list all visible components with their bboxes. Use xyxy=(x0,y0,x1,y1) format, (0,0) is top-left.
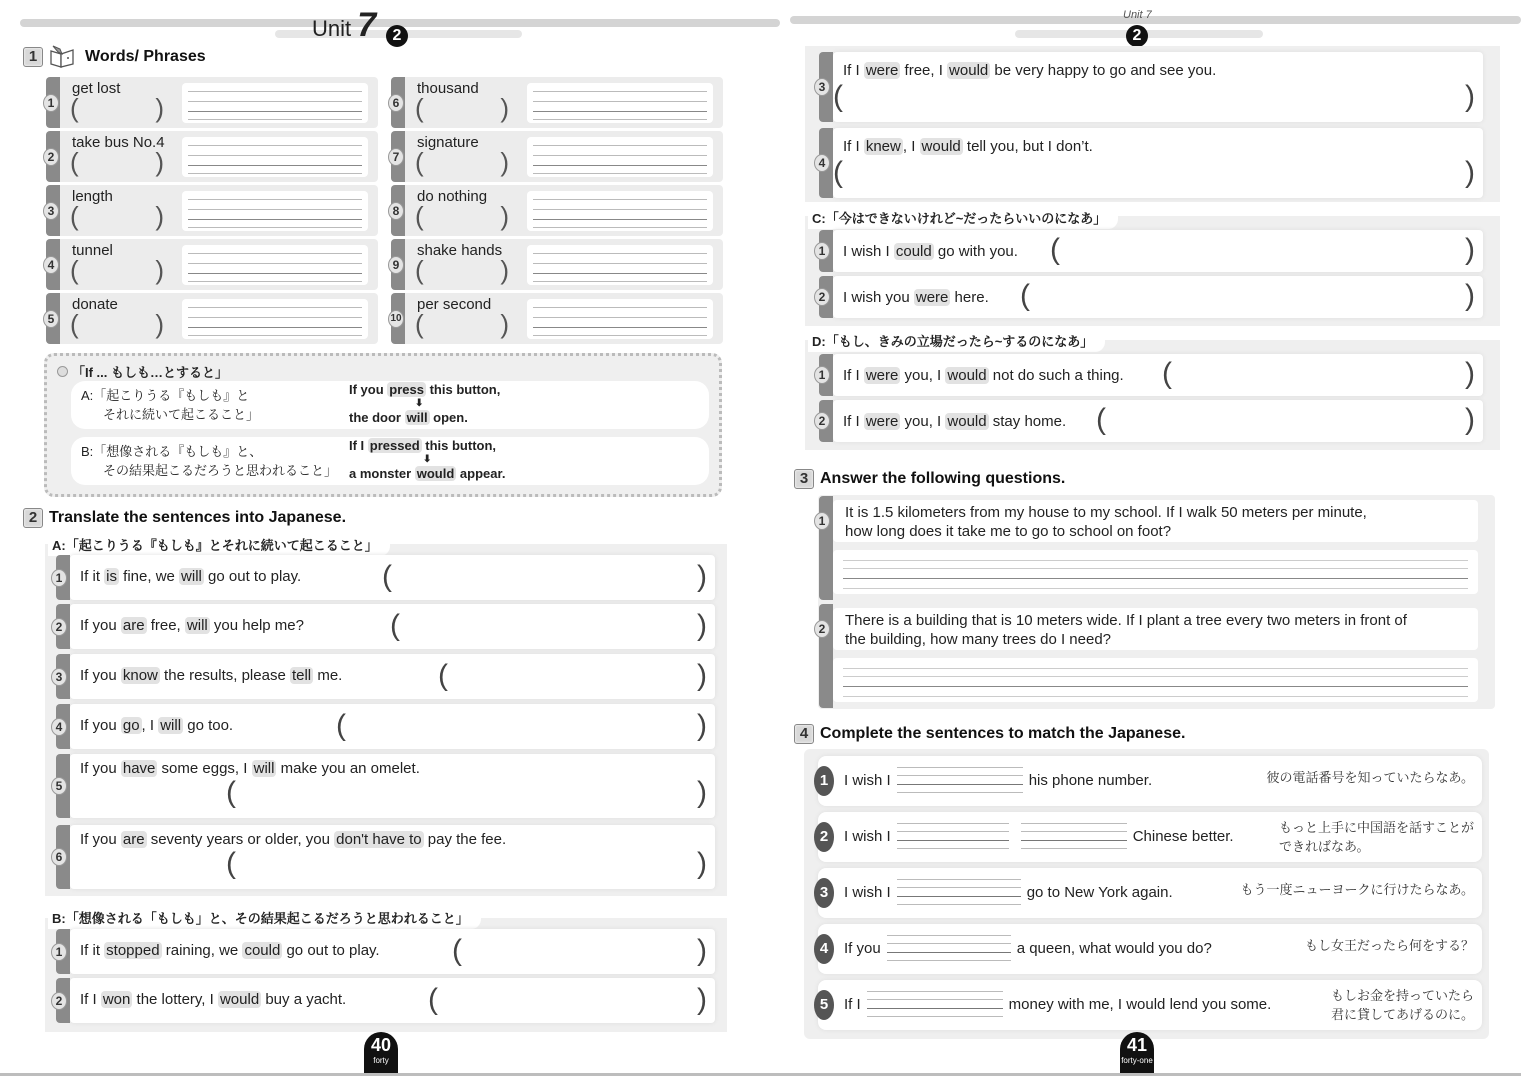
item-number-badge: 9 xyxy=(388,256,404,274)
item-number-badge: 2 xyxy=(814,412,830,430)
sentence-row xyxy=(818,128,1483,198)
highlighted-word: could xyxy=(244,942,281,959)
word-card xyxy=(391,239,723,290)
item-number-badge: 3 xyxy=(814,878,834,908)
question-text: It is 1.5 kilometers from my house to my school. If I walk 50 meters per minute, how long does it take me to go to school on foot? xyxy=(833,500,1478,542)
paren-open: ( xyxy=(415,201,424,231)
completion-sentence xyxy=(844,769,1152,791)
translation-answer-field[interactable] xyxy=(226,778,707,810)
paren-close: ) xyxy=(155,147,164,177)
sentence-start: I wish I xyxy=(844,827,891,845)
translation-answer-field[interactable] xyxy=(833,158,1475,190)
grammar-b-example: If I pressed this button, ⬇ a monster would appear. xyxy=(349,438,506,481)
sentence-text: If it is fine, we will go out to play. xyxy=(80,568,302,585)
highlighted-word: would xyxy=(219,991,260,1008)
sentence-row xyxy=(818,354,1483,396)
highlighted-word: are xyxy=(122,617,145,634)
item-number-badge: 1 xyxy=(814,366,830,384)
sentence-end: money with me, I would lend you some. xyxy=(1008,995,1272,1013)
paren-open: ( xyxy=(1050,233,1060,266)
japanese-hint: 彼の電話番号を知っていたらなあ。 xyxy=(1266,770,1474,785)
paren-close: ) xyxy=(697,983,707,1016)
sentence-text: If you have some eggs, I will make you an omelet. xyxy=(80,760,420,777)
item-number-badge: 3 xyxy=(814,78,830,96)
sentence-row xyxy=(818,276,1483,318)
word-card xyxy=(391,131,723,182)
japanese-hint: もしお金を持っていたら 君に貸してあげるのに。 xyxy=(1330,988,1474,1022)
word-card xyxy=(391,185,723,236)
meaning-answer-lines[interactable] xyxy=(527,137,713,177)
sentence-row xyxy=(55,654,715,699)
meaning-answer-lines[interactable] xyxy=(527,191,713,231)
paren-open: ( xyxy=(415,93,424,123)
translation-answer-field[interactable] xyxy=(438,661,707,693)
part-badge-right: 2 xyxy=(1126,25,1148,47)
item-number-badge: 6 xyxy=(51,848,67,866)
section-number: 4 xyxy=(794,724,814,744)
highlighted-word: don't have to xyxy=(336,831,422,848)
word-text: tunnel xyxy=(72,242,113,259)
paren-open: ( xyxy=(70,147,79,177)
sentence-row xyxy=(55,555,715,600)
grammar-b-label: B:「想像される『もしも』と、 その結果起こるだろうと思われること」 xyxy=(81,444,338,478)
sentence-end: his phone number. xyxy=(1028,771,1153,789)
sentence-start: If you xyxy=(844,939,881,957)
section1-heading xyxy=(23,45,206,69)
section3-title: Answer the following questions. xyxy=(820,470,1066,487)
sentence-row xyxy=(818,230,1483,272)
item-number-badge: 4 xyxy=(51,718,67,736)
arrow-down-icon: ⬇ xyxy=(415,398,424,409)
completion-row xyxy=(818,812,1482,862)
completion-row xyxy=(818,756,1482,806)
translation-answer-field[interactable] xyxy=(1162,359,1475,391)
meaning-answer-lines[interactable] xyxy=(182,191,368,231)
section1-title: Words/ Phrases xyxy=(85,48,206,65)
paren-close: ) xyxy=(697,659,707,692)
sentence-row xyxy=(818,52,1483,122)
sentence-text: If it stopped raining, we could go out to play. xyxy=(80,942,380,959)
highlighted-word: would xyxy=(947,367,987,384)
section-number: 3 xyxy=(794,469,814,489)
unit-label-right: Unit 7 xyxy=(1123,9,1152,21)
fill-in-blank[interactable] xyxy=(897,769,1023,791)
paren-open: ( xyxy=(70,255,79,285)
paren-open: ( xyxy=(833,156,843,189)
translation-answer-field[interactable] xyxy=(382,562,707,594)
paren-close: ) xyxy=(1465,279,1475,312)
translation-answer-field[interactable] xyxy=(1096,405,1475,437)
paren-open: ( xyxy=(70,93,79,123)
translation-answer-field[interactable] xyxy=(336,711,707,743)
reading-answer-field[interactable] xyxy=(415,95,509,121)
item-number-badge: 4 xyxy=(43,256,59,274)
item-number-badge: 3 xyxy=(51,668,67,686)
highlighted-word: were xyxy=(865,367,899,384)
page-number-right: 41 forty-one xyxy=(1120,1032,1154,1074)
highlighted-word: are xyxy=(122,831,145,848)
sentence-row xyxy=(818,400,1483,442)
highlighted-word: will xyxy=(186,617,208,634)
paren-open: ( xyxy=(1162,357,1172,390)
item-number-badge: 2 xyxy=(51,992,67,1010)
reading-answer-field[interactable] xyxy=(415,203,509,229)
translation-answer-field[interactable] xyxy=(833,82,1475,114)
translation-answer-field[interactable] xyxy=(226,849,707,881)
paren-open: ( xyxy=(1020,279,1030,312)
paren-close: ) xyxy=(1465,403,1475,436)
fill-in-blank[interactable] xyxy=(897,881,1021,903)
reading-answer-field[interactable] xyxy=(70,95,164,121)
item-number-badge: 1 xyxy=(814,766,834,796)
highlighted-word: know xyxy=(122,667,158,684)
highlighted-word: were xyxy=(865,413,899,430)
meaning-answer-lines[interactable] xyxy=(527,83,713,123)
section3-heading xyxy=(794,469,1065,489)
word-text: do nothing xyxy=(417,188,488,205)
highlighted-word: have xyxy=(122,760,156,777)
sentence-text: If you are free, will you help me? xyxy=(80,617,304,634)
highlighted-word: will xyxy=(181,568,202,585)
sentence-text: If you know the results, please tell me. xyxy=(80,667,343,684)
sentence-text: If I were you, I would stay home. xyxy=(843,413,1067,430)
reading-answer-field[interactable] xyxy=(70,311,164,337)
completion-sentence xyxy=(844,937,1212,959)
paren-open: ( xyxy=(452,934,462,967)
section-number: 1 xyxy=(23,47,43,67)
item-number-badge: 2 xyxy=(51,618,67,636)
highlighted-word: will xyxy=(160,717,182,734)
sentence-text: If you go , I will go too. xyxy=(80,717,234,734)
paren-close: ) xyxy=(500,201,509,231)
completion-sentence xyxy=(844,825,1234,847)
item-number-badge: 4 xyxy=(814,154,830,172)
highlighted-word: will xyxy=(253,760,275,777)
translation-answer-field[interactable] xyxy=(452,936,707,968)
section-number: 2 xyxy=(23,508,43,528)
item-number-badge: 10 xyxy=(388,310,404,328)
item-number-badge: 6 xyxy=(388,94,404,112)
translation-answer-field[interactable] xyxy=(390,611,707,643)
item-number-badge: 1 xyxy=(51,569,67,587)
reading-answer-field[interactable] xyxy=(70,203,164,229)
paren-close: ) xyxy=(697,609,707,642)
grammar-a-label: A:「起こりうる『もしも』と それに続いて起こること」 xyxy=(81,388,260,422)
paren-open: ( xyxy=(336,709,346,742)
highlighted-word: could xyxy=(895,243,932,260)
highlighted-word: would xyxy=(947,413,987,430)
word-card xyxy=(46,77,378,128)
item-number-badge: 1 xyxy=(814,512,830,530)
sentence-row xyxy=(55,978,715,1023)
sentence-start: I wish I xyxy=(844,883,891,901)
highlighted-word: won xyxy=(102,991,131,1008)
sentence-end: a queen, what would you do? xyxy=(1016,939,1212,957)
sentence-text: If I were free, I would be very happy to go and see you. xyxy=(843,62,1217,79)
reading-answer-field[interactable] xyxy=(415,149,509,175)
sentence-text: If I were you, I would not do such a thing. xyxy=(843,367,1124,384)
paren-open: ( xyxy=(1096,403,1106,436)
word-card xyxy=(46,293,378,344)
sentence-text: If you are seventy years or older, you don't have to pay the fee. xyxy=(80,831,507,848)
completion-row xyxy=(818,980,1482,1030)
highlighted-word: knew xyxy=(865,138,901,155)
item-number-badge: 7 xyxy=(388,148,404,166)
paren-close: ) xyxy=(697,709,707,742)
sentence-row xyxy=(55,754,715,818)
word-card xyxy=(46,131,378,182)
completion-sentence xyxy=(844,993,1271,1015)
completion-row xyxy=(818,924,1482,974)
section2b-subheading: B:「想像される「もしも」と、その結果起こるだろうと思われること」 xyxy=(48,906,481,929)
fill-in-blank[interactable] xyxy=(1021,825,1127,847)
japanese-hint: もっと上手に中国語を話すことが できればなあ。 xyxy=(1278,820,1474,854)
item-number-badge: 5 xyxy=(43,310,59,328)
paren-open: ( xyxy=(428,983,438,1016)
sentence-text: I wish I could go with you. xyxy=(843,243,1018,260)
item-number-badge: 1 xyxy=(43,94,59,112)
grammar-row-b xyxy=(71,437,709,485)
sentence-text: If I knew , I would tell you, but I don’t. xyxy=(843,138,1093,155)
grammar-row-a xyxy=(71,381,709,429)
arrow-down-icon: ⬇ xyxy=(423,454,432,465)
paren-close: ) xyxy=(697,776,707,809)
reading-answer-field[interactable] xyxy=(70,257,164,283)
reading-answer-field[interactable] xyxy=(70,149,164,175)
fill-in-blank[interactable] xyxy=(887,937,1011,959)
paren-close: ) xyxy=(1465,357,1475,390)
word-text: take bus No.4 xyxy=(72,134,165,151)
highlighted-word: tell xyxy=(291,667,312,684)
meaning-answer-lines[interactable] xyxy=(527,299,713,339)
item-number-badge: 1 xyxy=(814,242,830,260)
sentence-text: I wish you were here. xyxy=(843,289,989,306)
item-number-badge: 5 xyxy=(814,990,834,1020)
question-card xyxy=(818,606,1483,706)
japanese-hint: もし女王だったら何をする？ xyxy=(1304,938,1474,953)
paren-close: ) xyxy=(155,93,164,123)
reading-answer-field[interactable] xyxy=(415,311,509,337)
paren-open: ( xyxy=(390,609,400,642)
item-number-badge: 2 xyxy=(43,148,59,166)
fill-in-blank[interactable] xyxy=(867,993,1003,1015)
highlighted-word: were xyxy=(865,62,899,79)
sentence-row xyxy=(55,604,715,649)
section2d-subheading: D:「もし、きみの立場だったら~するのになあ」 xyxy=(808,329,1105,352)
meaning-answer-lines[interactable] xyxy=(182,245,368,285)
paren-open: ( xyxy=(415,255,424,285)
paren-open: ( xyxy=(415,147,424,177)
word-text: thousand xyxy=(417,80,479,97)
highlighted-word: go xyxy=(122,717,140,734)
section4-title: Complete the sentences to match the Japanese. xyxy=(820,725,1186,742)
word-text: donate xyxy=(72,296,118,313)
sentence-start: If I xyxy=(844,995,861,1013)
paren-close: ) xyxy=(697,560,707,593)
section2c-subheading: C:「今はできないけれど~だったらいいのになあ」 xyxy=(808,206,1118,229)
paren-close: ) xyxy=(697,934,707,967)
highlighted-word: would xyxy=(949,62,989,79)
sentence-row xyxy=(55,825,715,889)
word-text: shake hands xyxy=(417,242,503,259)
japanese-hint: もう一度ニューヨークに行けたらなあ。 xyxy=(1240,882,1474,897)
meaning-answer-lines[interactable] xyxy=(527,245,713,285)
section2-heading xyxy=(23,508,346,528)
paren-close: ) xyxy=(500,147,509,177)
completion-sentence xyxy=(844,881,1173,903)
paren-open: ( xyxy=(70,309,79,339)
question-card xyxy=(818,498,1483,598)
reading-answer-field[interactable] xyxy=(415,257,509,283)
grammar-a-example: If you press this button, ⬇ the door will open. xyxy=(349,382,501,425)
highlighted-word: stopped xyxy=(106,942,160,959)
sentence-row xyxy=(55,929,715,974)
paren-open: ( xyxy=(415,309,424,339)
item-number-badge: 8 xyxy=(388,202,404,220)
answer-lines[interactable] xyxy=(833,550,1478,594)
paren-close: ) xyxy=(155,309,164,339)
word-card xyxy=(46,185,378,236)
paren-close: ) xyxy=(1465,80,1475,113)
word-text: get lost xyxy=(72,80,121,97)
sentence-text: If I won the lottery, I would buy a yacht. xyxy=(80,991,347,1008)
paren-open: ( xyxy=(438,659,448,692)
grammar-note-box xyxy=(44,353,722,497)
paren-open: ( xyxy=(382,560,392,593)
paren-open: ( xyxy=(226,847,236,880)
item-number-badge: 5 xyxy=(51,777,67,795)
item-number-badge: 2 xyxy=(814,822,834,852)
item-number-badge: 1 xyxy=(51,943,67,961)
answer-lines[interactable] xyxy=(833,658,1478,702)
page-number-left: 40 forty xyxy=(364,1032,398,1074)
paren-open: ( xyxy=(70,201,79,231)
highlighted-word: is xyxy=(106,568,118,585)
sentence-end: Chinese better. xyxy=(1132,827,1234,845)
paren-close: ) xyxy=(155,255,164,285)
word-text: length xyxy=(72,188,113,205)
right-header-bar xyxy=(790,16,1521,24)
word-card xyxy=(391,293,723,344)
word-text: per second xyxy=(417,296,492,313)
highlighted-word: were xyxy=(915,289,949,306)
section4-heading xyxy=(794,724,1185,744)
paren-close: ) xyxy=(1465,233,1475,266)
question-text: There is a building that is 10 meters wide. If I plant a tree every two meters in front of the building, how many trees do I need? xyxy=(833,608,1478,650)
highlighted-word: would xyxy=(921,138,961,155)
word-card xyxy=(46,239,378,290)
paren-close: ) xyxy=(1465,156,1475,189)
completion-row xyxy=(818,868,1482,918)
meaning-answer-lines[interactable] xyxy=(182,299,368,339)
paren-open: ( xyxy=(226,776,236,809)
grammar-note-title: 「If ... もしも…とすると」 xyxy=(57,362,228,381)
sentence-end: go to New York again. xyxy=(1026,883,1173,901)
part-badge-left: 2 xyxy=(386,25,408,47)
section2a-subheading: A:「起こりうる『もしも』とそれに続いて起こること」 xyxy=(48,533,390,556)
paren-close: ) xyxy=(697,847,707,880)
bullet-circle-icon xyxy=(57,366,68,377)
paren-close: ) xyxy=(500,255,509,285)
book-pencil-icon xyxy=(49,45,77,69)
item-number-badge: 2 xyxy=(814,620,830,638)
meaning-answer-lines[interactable] xyxy=(182,137,368,177)
item-number-badge: 2 xyxy=(814,288,830,306)
paren-close: ) xyxy=(500,309,509,339)
translation-answer-field[interactable] xyxy=(1020,281,1475,313)
word-text: signature xyxy=(417,134,479,151)
translation-answer-field[interactable] xyxy=(428,985,707,1017)
item-number-badge: 3 xyxy=(43,202,59,220)
paren-open: ( xyxy=(833,80,843,113)
translation-answer-field[interactable] xyxy=(1050,235,1475,267)
unit-title: Unit 7 xyxy=(312,6,377,44)
word-card xyxy=(391,77,723,128)
section2-title: Translate the sentences into Japanese. xyxy=(49,509,347,526)
meaning-answer-lines[interactable] xyxy=(182,83,368,123)
paren-close: ) xyxy=(500,93,509,123)
fill-in-blank[interactable] xyxy=(897,825,1009,847)
sentence-row xyxy=(55,704,715,749)
item-number-badge: 4 xyxy=(814,934,834,964)
sentence-start: I wish I xyxy=(844,771,891,789)
paren-close: ) xyxy=(155,201,164,231)
